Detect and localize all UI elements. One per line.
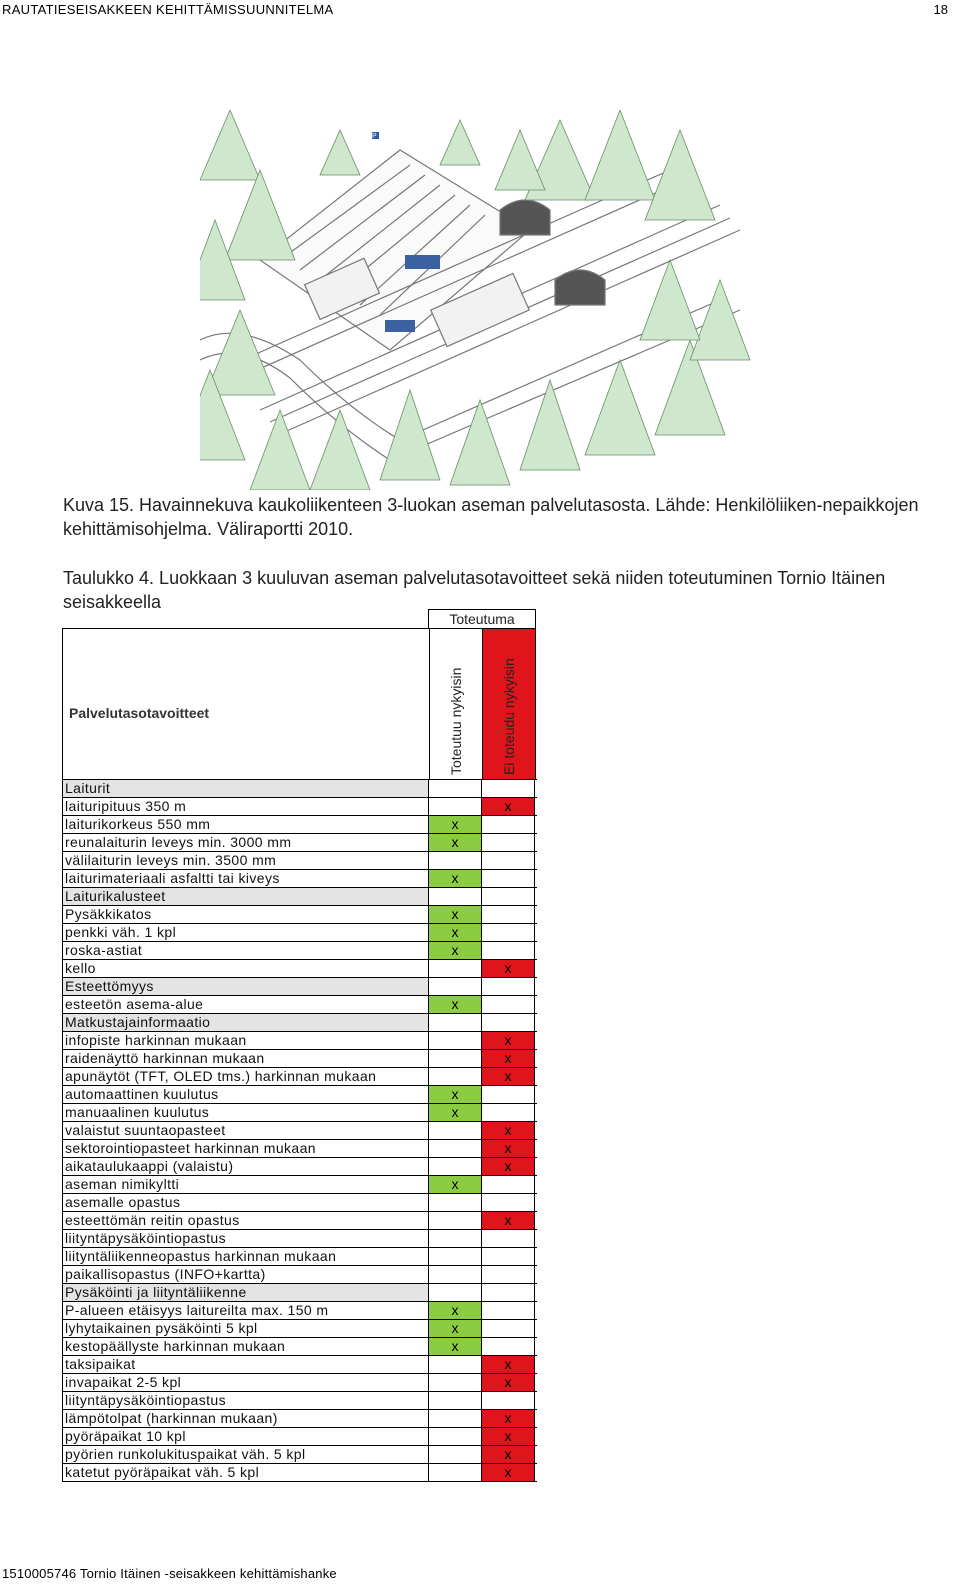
ei-toteudu-cell: [481, 1338, 535, 1355]
figure-caption: Kuva 15. Havainnekuva kaukoliikenteen 3-luokan aseman palvelutasosta. Lähde: Henkilöliiken-nepaikkojen kehittämisohjelma. Väliraportti 2010.: [63, 495, 919, 539]
toteutuu-cell: [428, 1410, 481, 1427]
row-label: penkki väh. 1 kpl: [65, 924, 177, 940]
station-illustration: [200, 110, 760, 490]
toteutuu-cell: [428, 1068, 481, 1085]
toteutuu-cell: [428, 1032, 481, 1049]
table-row: [63, 1212, 537, 1230]
row-label: liityntäpysäköintiopastus: [65, 1392, 226, 1408]
ei-toteudu-cell: [481, 1104, 535, 1121]
toteutuu-cell: [428, 1014, 481, 1031]
ei-toteudu-cell: [481, 888, 535, 905]
table-row: [63, 1266, 537, 1284]
table-row: [63, 960, 537, 978]
table-row: [63, 1356, 537, 1374]
row-label: valaistut suuntaopasteet: [65, 1122, 226, 1138]
table-header: [62, 628, 536, 779]
row-label: sektorointiopasteet harkinnan mukaan: [65, 1140, 316, 1156]
toteutuu-cell: x: [428, 1104, 481, 1121]
row-label: esteettömän reitin opastus: [65, 1212, 240, 1228]
row-label: liityntäpysäköintiopastus: [65, 1230, 226, 1246]
toteutuu-cell: x: [428, 816, 481, 833]
ei-toteudu-cell: x: [481, 1446, 535, 1463]
table-section-row: [63, 780, 537, 798]
toteutuu-cell: x: [428, 1086, 481, 1103]
toteutuu-cell: [428, 960, 481, 977]
table-row: [63, 798, 537, 816]
table-row: [63, 942, 537, 960]
table-row: [63, 1122, 537, 1140]
table-section-row: [63, 978, 537, 996]
ei-toteudu-cell: x: [481, 798, 535, 815]
document-header-title: RAUTATIESEISAKKEEN KEHITTÄMISSUUNNITELMA: [2, 2, 334, 17]
toteutuu-cell: x: [428, 924, 481, 941]
ei-toteudu-cell: [481, 852, 535, 869]
ei-toteudu-cell: x: [481, 1122, 535, 1139]
table-section-row: [63, 1284, 537, 1302]
toteutuu-cell: [428, 1212, 481, 1229]
table-row: [63, 1464, 537, 1481]
row-label: Pysäkkikatos: [65, 906, 152, 922]
toteutuu-cell: [428, 978, 481, 995]
row-label: liityntäliikenneopastus harkinnan mukaan: [65, 1248, 337, 1264]
ei-toteudu-cell: [481, 1230, 535, 1247]
row-label: aseman nimikyltti: [65, 1176, 180, 1192]
ei-toteudu-cell: [481, 1248, 535, 1265]
toteutuu-cell: [428, 1248, 481, 1265]
row-label: paikallisopastus (INFO+kartta): [65, 1266, 266, 1282]
toteutuu-cell: x: [428, 942, 481, 959]
row-label: apunäytöt (TFT, OLED tms.) harkinnan mukaan: [65, 1068, 377, 1084]
row-label: invapaikat 2-5 kpl: [65, 1374, 182, 1390]
table-row: [63, 1410, 537, 1428]
ei-toteudu-cell: [481, 978, 535, 995]
table-section-row: [63, 1014, 537, 1032]
ei-toteudu-cell: [481, 1266, 535, 1283]
ei-toteudu-cell: x: [481, 1464, 535, 1481]
row-label: katetut pyöräpaikat väh. 5 kpl: [65, 1464, 260, 1480]
toteutuu-cell: x: [428, 996, 481, 1013]
toteutuu-cell: [428, 1428, 481, 1445]
row-label: esteetön asema-alue: [65, 996, 204, 1012]
toteutuu-cell: [428, 1284, 481, 1301]
ei-toteudu-cell: [481, 942, 535, 959]
group-header: Toteutuma: [428, 609, 536, 628]
table-row: [63, 870, 537, 888]
row-label: reunalaiturin leveys min. 3000 mm: [65, 834, 292, 850]
ei-toteudu-cell: x: [481, 1428, 535, 1445]
toteutuu-cell: [428, 780, 481, 797]
row-label: pyörien runkolukituspaikat väh. 5 kpl: [65, 1446, 306, 1462]
ei-toteudu-cell: [481, 1302, 535, 1319]
row-label: taksipaikat: [65, 1356, 136, 1372]
toteutuu-cell: [428, 1122, 481, 1139]
table-row: [63, 1248, 537, 1266]
row-label: aikataulukaappi (valaistu): [65, 1158, 234, 1174]
ei-toteudu-cell: [481, 870, 535, 887]
table-row: [63, 996, 537, 1014]
row-label: manuaalinen kuulutus: [65, 1104, 210, 1120]
table-row: [63, 1032, 537, 1050]
table-row: [63, 1392, 537, 1410]
ei-toteudu-cell: x: [481, 960, 535, 977]
toteutuu-cell: [428, 1140, 481, 1157]
table-row: [63, 852, 537, 870]
row-label: roska-astiat: [65, 942, 143, 958]
toteutuu-cell: [428, 1050, 481, 1067]
row-label: infopiste harkinnan mukaan: [65, 1032, 247, 1048]
row-label: laiturimateriaali asfaltti tai kiveys: [65, 870, 280, 886]
ei-toteudu-cell: x: [481, 1212, 535, 1229]
ei-toteudu-cell: [481, 1194, 535, 1211]
table-row: [63, 1140, 537, 1158]
toteutuu-cell: x: [428, 834, 481, 851]
ei-toteudu-cell: x: [481, 1068, 535, 1085]
toteutuu-cell: x: [428, 1338, 481, 1355]
col1-header: Toteutuu nykyisin: [448, 667, 464, 775]
table-row: [63, 1068, 537, 1086]
table-row: [63, 1320, 537, 1338]
toteutuu-cell: x: [428, 1302, 481, 1319]
toteutuu-cell: [428, 1392, 481, 1409]
table-row: [63, 816, 537, 834]
row-label: pyöräpaikat 10 kpl: [65, 1428, 186, 1444]
row-label: Esteettömyys: [63, 978, 428, 995]
ei-toteudu-cell: [481, 1320, 535, 1337]
ei-toteudu-cell: [481, 1086, 535, 1103]
row-header: Palvelutasotavoitteet: [69, 705, 210, 721]
document-footer: 1510005746 Tornio Itäinen -seisakkeen kehittämishanke: [2, 1566, 337, 1581]
toteutuu-cell: x: [428, 906, 481, 923]
ei-toteudu-cell: x: [481, 1356, 535, 1373]
ei-toteudu-cell: x: [481, 1374, 535, 1391]
toteutuu-cell: [428, 1464, 481, 1481]
row-label: kello: [65, 960, 96, 976]
row-label: lyhytaikainen pysäköinti 5 kpl: [65, 1320, 258, 1336]
row-label: lämpötolpat (harkinnan mukaan): [65, 1410, 278, 1426]
row-label: Pysäköinti ja liityntäliikenne: [63, 1284, 428, 1301]
toteutuu-cell: [428, 1356, 481, 1373]
page-number: 18: [933, 2, 948, 17]
table-row: [63, 1230, 537, 1248]
table-row: [63, 1176, 537, 1194]
ei-toteudu-cell: [481, 816, 535, 833]
ei-toteudu-cell: [481, 834, 535, 851]
toteutuu-cell: x: [428, 1176, 481, 1193]
parking-sign-label: P: [372, 133, 377, 140]
toteutuu-cell: [428, 888, 481, 905]
table-row: [63, 1104, 537, 1122]
table-title: Taulukko 4. Luokkaan 3 kuuluvan aseman palvelutasotavoitteet sekä niiden toteutuminen Tornio Itäinen seisakkeella: [63, 568, 886, 612]
ei-toteudu-cell: [481, 1176, 535, 1193]
toteutuu-cell: [428, 852, 481, 869]
row-label: Matkustajainformaatio: [63, 1014, 428, 1031]
col2-header-cell: [482, 629, 535, 779]
toteutuu-cell: [428, 1194, 481, 1211]
ei-toteudu-cell: [481, 1284, 535, 1301]
table-row: [63, 1158, 537, 1176]
table-row: [63, 1446, 537, 1464]
ei-toteudu-cell: [481, 780, 535, 797]
row-label: Laiturikalusteet: [63, 888, 428, 905]
table-row: [63, 924, 537, 942]
table-row: [63, 1302, 537, 1320]
table-row: [63, 1374, 537, 1392]
toteutuu-cell: [428, 798, 481, 815]
ei-toteudu-cell: x: [481, 1032, 535, 1049]
ei-toteudu-cell: [481, 906, 535, 923]
ei-toteudu-cell: x: [481, 1050, 535, 1067]
toteutuu-cell: [428, 1374, 481, 1391]
row-label: Laiturit: [63, 780, 428, 797]
row-label: asemalle opastus: [65, 1194, 181, 1210]
row-label: laiturikorkeus 550 mm: [65, 816, 211, 832]
ei-toteudu-cell: [481, 996, 535, 1013]
toteutuu-cell: x: [428, 1320, 481, 1337]
col1-header-cell: [429, 629, 482, 779]
row-label: P-alueen etäisyys laitureilta max. 150 m: [65, 1302, 329, 1318]
ei-toteudu-cell: x: [481, 1140, 535, 1157]
table-body: [62, 779, 537, 1482]
row-label: automaattinen kuulutus: [65, 1086, 219, 1102]
table-section-row: [63, 888, 537, 906]
toteutuu-cell: [428, 1446, 481, 1463]
row-label: laituripituus 350 m: [65, 798, 187, 814]
table-row: [63, 834, 537, 852]
ei-toteudu-cell: x: [481, 1410, 535, 1427]
row-label: kestopäällyste harkinnan mukaan: [65, 1338, 286, 1354]
col2-header: Ei toteudu nykyisin: [501, 658, 517, 775]
table-row: [63, 1050, 537, 1068]
ei-toteudu-cell: [481, 1014, 535, 1031]
row-label: välilaiturin leveys min. 3500 mm: [65, 852, 277, 868]
table-row: [63, 1428, 537, 1446]
table-row: [63, 906, 537, 924]
toteutuu-cell: x: [428, 870, 481, 887]
table-row: [63, 1338, 537, 1356]
ei-toteudu-cell: [481, 924, 535, 941]
ei-toteudu-cell: x: [481, 1158, 535, 1175]
toteutuu-cell: [428, 1266, 481, 1283]
table-row: [63, 1194, 537, 1212]
table-row: [63, 1086, 537, 1104]
toteutuu-cell: [428, 1230, 481, 1247]
ei-toteudu-cell: [481, 1392, 535, 1409]
toteutuu-cell: [428, 1158, 481, 1175]
row-label: raidenäyttö harkinnan mukaan: [65, 1050, 265, 1066]
